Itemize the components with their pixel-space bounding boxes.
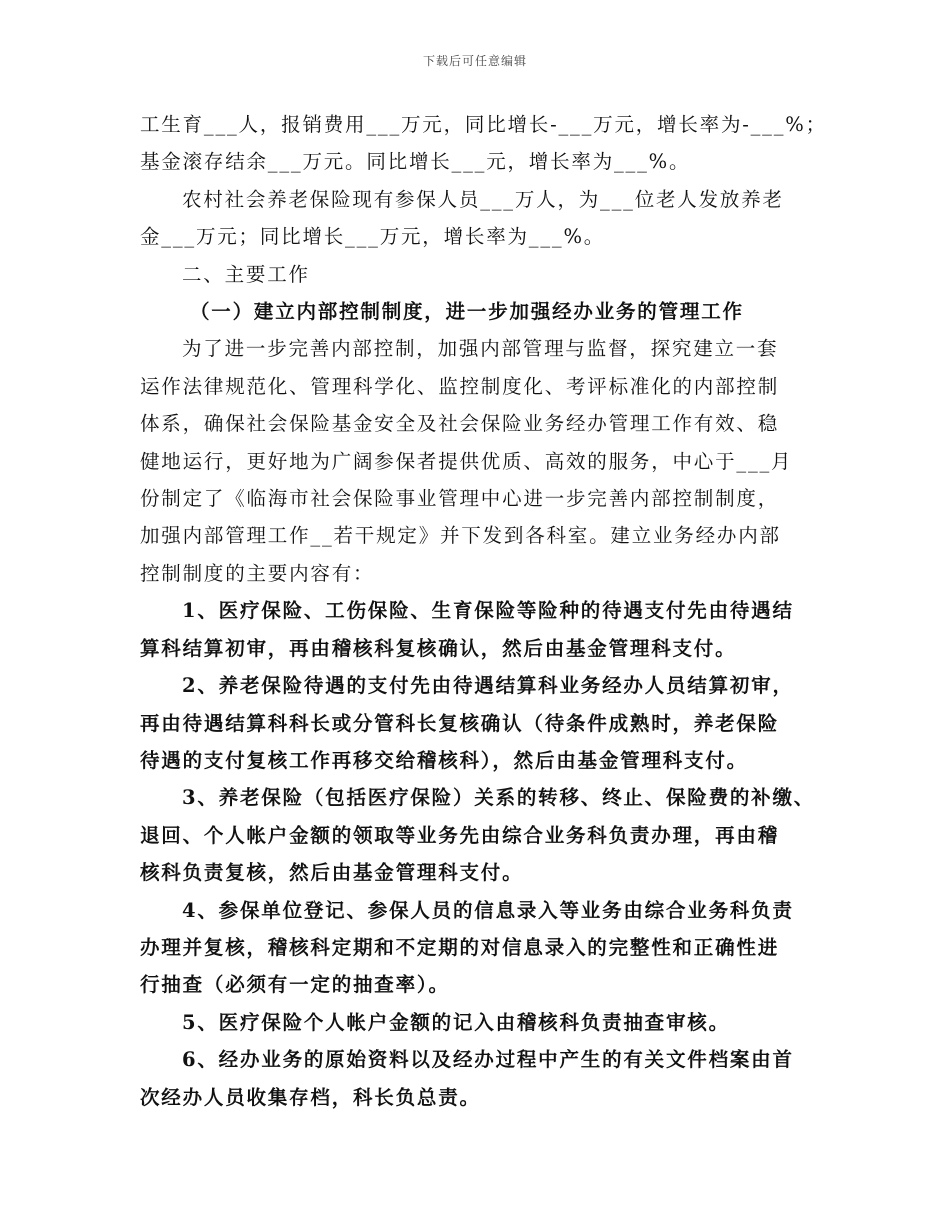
text-line: 体系，确保社会保险基金安全及社会保险业务经办管理工作有效、稳: [140, 412, 780, 436]
text-line: 金___万元；同比增长___万元，增长率为___%。: [140, 225, 606, 249]
section-title: 二、主要工作: [182, 262, 310, 286]
text-line: 4、参保单位登记、参保人员的信息录入等业务由综合业务科负责: [182, 898, 794, 922]
paragraph-rural-pension: [140, 181, 840, 256]
list-item-5: [140, 1004, 840, 1041]
text-line: 份制定了《临海市社会保险事业管理中心进一步完善内部控制制度，: [140, 487, 780, 511]
text-line: 办理并复核，稽核科定期和不定期的对信息录入的完整性和正确性进: [140, 935, 780, 959]
text-line: 再由待遇结算科科长或分管科长复核确认（待条件成熟时，养老保险: [140, 711, 780, 735]
document-body: [140, 106, 840, 1116]
text-line: 次经办人员收集存档，科长负总责。: [140, 1085, 481, 1109]
text-line: 2、养老保险待遇的支付先由待遇结算科业务经办人员结算初审，: [182, 674, 794, 698]
text-line: 为了进一步完善内部控制，加强内部管理与监督，探究建立一套: [182, 337, 779, 361]
text-line: 加强内部管理工作__若干规定》并下发到各科室。建立业务经办内部: [140, 524, 781, 548]
text-line: 退回、个人帐户金额的领取等业务先由综合业务科负责办理，再由稽: [140, 823, 780, 847]
text-line: 运作法律规范化、管理科学化、监控制度化、考评标准化的内部控制: [140, 374, 780, 398]
page-header: 下载后可任意编辑: [422, 54, 527, 68]
text-line: 3、养老保险（包括医疗保险）关系的转移、终止、保险费的补缴、: [182, 786, 816, 810]
text-line: 健地运行，更好地为广阔参保者提供优质、高效的服务，中心于___月: [140, 449, 793, 473]
text-line: 核科负责复核，然后由基金管理科支付。: [140, 861, 524, 885]
text-line: 控制制度的主要内容有：: [140, 561, 375, 585]
subsection-title: （一）建立内部控制制度，进一步加强经办业务的管理工作: [190, 300, 744, 324]
text-line: 6、经办业务的原始资料以及经办过程中产生的有关文件档案由首: [182, 1048, 794, 1072]
text-line: 农村社会养老保险现有参保人员___万人，为___位老人发放养老: [182, 187, 784, 211]
text-line: 待遇的支付复核工作再移交给稽核科），然后由基金管理科支付。: [140, 748, 748, 772]
text-line: 行抽查（必须有一定的抽查率）。: [140, 973, 450, 997]
text-line: 基金滚存结余___万元。同比增长___元，增长率为___%。: [140, 150, 691, 174]
text-line: 工生育___人，报销费用___万元，同比增长-___万元，增长率为-___%；: [140, 113, 827, 136]
paragraph-internal-control: [140, 330, 840, 592]
list-item-1: [140, 592, 840, 667]
list-item-4: [140, 892, 840, 1004]
text-line: 1、医疗保险、工伤保险、生育保险等险种的待遇支付先由待遇结: [182, 599, 794, 623]
list-item-3: [140, 779, 840, 891]
text-line: 算科结算初审，再由稽核科复核确认，然后由基金管理科支付。: [140, 636, 737, 660]
text-line: 5、医疗保险个人帐户金额的记入由稽核科负责抽查审核。: [182, 1010, 730, 1034]
list-item-6: [140, 1041, 840, 1116]
paragraph-insurance-stats: [140, 106, 840, 181]
list-item-2: [140, 667, 840, 779]
